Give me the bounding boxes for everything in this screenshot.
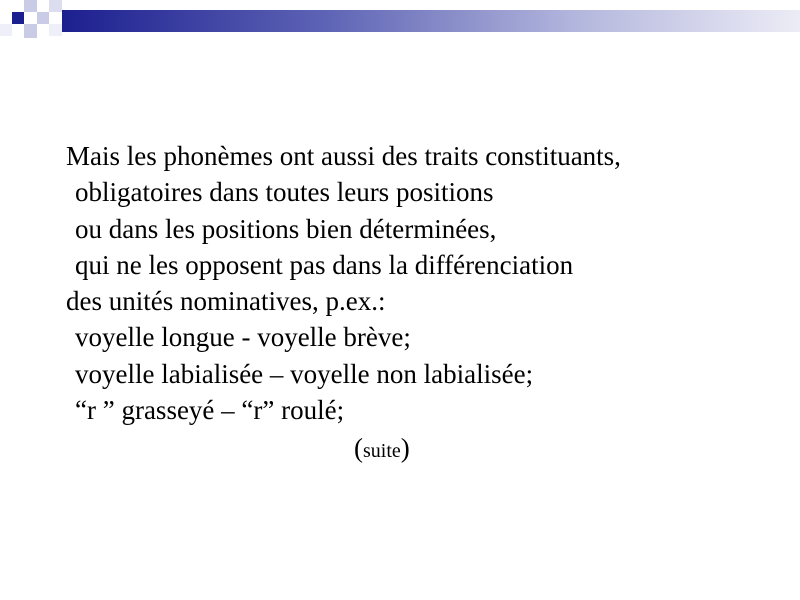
continuation-word: suite (363, 440, 401, 463)
continuation-open-paren: ( (354, 433, 363, 464)
continuation-close-paren: ) (400, 433, 410, 464)
header-gradient-bar (62, 10, 800, 32)
body-line: “r ” grasseyé – “r” roulé; (75, 395, 345, 426)
body-line: obligatoires dans toutes leurs positions (75, 177, 494, 208)
decor-square (24, 24, 37, 38)
decor-square (49, 24, 62, 36)
body-line: des unités nominatives, p.ex.: (66, 286, 386, 317)
body-line: qui ne les opposent pas dans la différenciation (75, 249, 574, 280)
decor-square (49, 0, 62, 12)
decor-square (37, 12, 49, 24)
continuation-note (66, 430, 746, 469)
decor-square (0, 24, 12, 36)
body-line: voyelle longue - voyelle brève; (75, 322, 411, 353)
body-line: Mais les phonèmes ont aussi des traits constituants, (66, 141, 621, 171)
body-line: ou dans les positions bien déterminées, (75, 213, 497, 244)
decor-square (12, 12, 24, 24)
body-line: voyelle labialisée – voyelle non labialisée; (75, 358, 534, 389)
slide-body (66, 138, 746, 470)
decor-square (24, 0, 37, 12)
header-decoration (0, 0, 800, 50)
